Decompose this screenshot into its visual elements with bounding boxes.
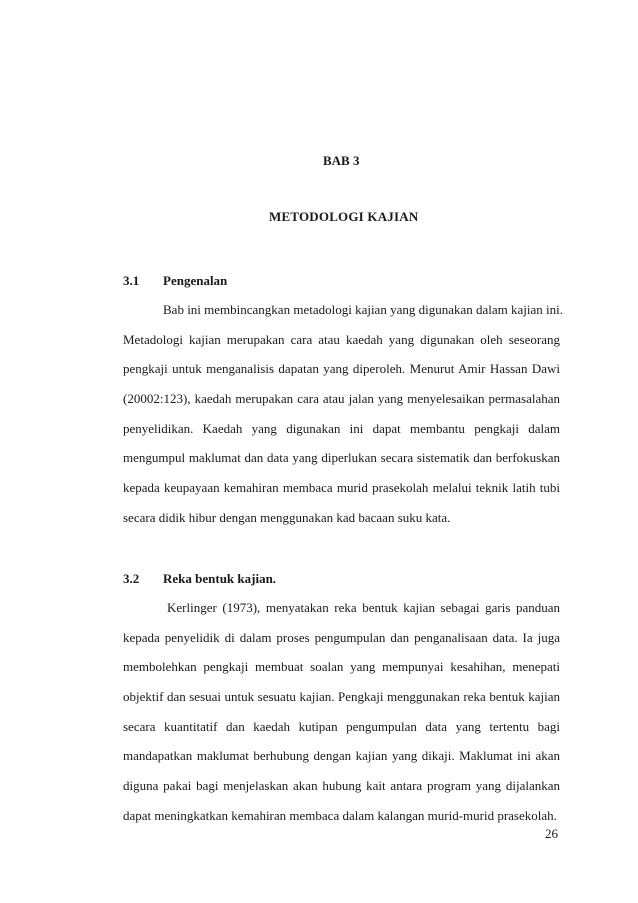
paragraph-line: kepada penyelidik di dalam proses pengumpulan dan penganalisaan data. Ia juga bbox=[123, 629, 560, 645]
section-number: 3.1 bbox=[123, 273, 140, 288]
paragraph-line: membolehkan pengkaji membuat soalan yang mempunyai kesahihan, menepati bbox=[123, 659, 560, 675]
section-3-2-paragraph bbox=[123, 593, 560, 831]
paragraph-line: secara kuantitatif dan kaedah kutipan pengumpulan data yang tertentu bagi bbox=[123, 718, 560, 734]
paragraph-line: Bab ini membincangkan metadologi kajian yang digunakan dalam kajian ini. bbox=[163, 302, 564, 317]
paragraph-line: mengumpul maklumat dan data yang diperlukan secara sistematik dan berfokuskan bbox=[123, 450, 560, 466]
paragraph-line: pengkaji untuk menganalisis dapatan yang diperoleh. Menurut Amir Hassan Dawi bbox=[123, 361, 560, 377]
paragraph-line: objektif dan sesuai untuk sesuatu kajian. Pengkaji menggunakan reka bentuk kajian bbox=[123, 689, 560, 705]
paragraph-line: Kerlinger (1973), menyatakan reka bentuk kajian sebagai garis panduan bbox=[167, 600, 560, 615]
paragraph-line: kepada keupayaan kemahiran membaca murid prasekolah melalui teknik latih tubi bbox=[123, 480, 560, 496]
paragraph-line: Metadologi kajian merupakan cara atau kaedah yang digunakan oleh seseorang bbox=[123, 331, 560, 347]
paragraph-line: penyelidikan. Kaedah yang digunakan ini dapat membantu pengkaji dalam bbox=[123, 420, 560, 436]
paragraph-line: (20002:123), kaedah merupakan cara atau jalan yang menyelesaikan permasalahan bbox=[123, 391, 560, 407]
section-heading-3-2 bbox=[123, 571, 276, 587]
section-title: Reka bentuk kajian. bbox=[163, 571, 277, 586]
section-3-1-paragraph bbox=[123, 295, 564, 533]
section-number: 3.2 bbox=[123, 571, 140, 586]
paragraph-line: mandapatkan maklumat berhubung dengan kajian yang dikaji. Maklumat ini akan bbox=[123, 748, 560, 764]
paragraph-line: dapat meningkatkan kemahiran membaca dalam kalangan murid-murid prasekolah. bbox=[123, 807, 557, 823]
page-number: 26 bbox=[545, 826, 558, 841]
paragraph-line: secara didik hibur dengan menggunakan kad bacaan suku kata. bbox=[123, 509, 451, 525]
chapter-title: METODOLOGI KAJIAN bbox=[269, 209, 419, 224]
paragraph-line: diguna pakai bagi menjelaskan akan hubung kait antara program yang dijalankan bbox=[123, 778, 560, 794]
chapter-label: BAB 3 bbox=[323, 153, 360, 168]
section-title: Pengenalan bbox=[163, 273, 228, 288]
section-heading-3-1 bbox=[123, 273, 227, 289]
